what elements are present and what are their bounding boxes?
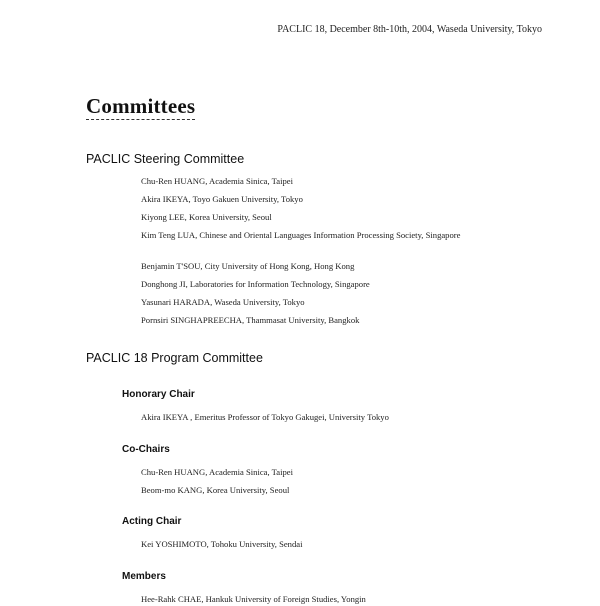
acting-chair-heading: Acting Chair bbox=[122, 516, 182, 527]
members-heading: Members bbox=[122, 571, 166, 582]
steering-member-6: Donghong JI, Laboratories for Information Technology, Singapore bbox=[141, 279, 370, 289]
steering-committee-heading: PACLIC Steering Committee bbox=[86, 152, 245, 166]
co-chairs-heading: Co-Chairs bbox=[122, 444, 170, 455]
acting-chair-member: Kei YOSHIMOTO, Tohoku University, Sendai bbox=[141, 539, 303, 549]
program-member-1: Hee-Rahk CHAE, Hankuk University of Foreign Studies, Yongin bbox=[141, 594, 366, 604]
running-header: PACLIC 18, December 8th-10th, 2004, Waseda University, Tokyo bbox=[277, 24, 542, 35]
steering-member-3: Kiyong LEE, Korea University, Seoul bbox=[141, 212, 272, 222]
steering-member-1: Chu-Ren HUANG, Academia Sinica, Taipei bbox=[141, 176, 293, 186]
steering-member-7: Yasunari HARADA, Waseda University, Tokyo bbox=[141, 297, 305, 307]
honorary-chair-heading: Honorary Chair bbox=[122, 389, 195, 400]
steering-member-4: Kim Teng LUA, Chinese and Oriental Languages Information Processing Society, Singapore bbox=[141, 230, 461, 240]
co-chair-member-1: Chu-Ren HUANG, Academia Sinica, Taipei bbox=[141, 467, 293, 477]
steering-member-5: Benjamin T'SOU, City University of Hong Kong, Hong Kong bbox=[141, 261, 355, 271]
program-committee-heading: PACLIC 18 Program Committee bbox=[86, 351, 263, 365]
honorary-chair-member: Akira IKEYA , Emeritus Professor of Tokyo Gakugei, University Tokyo bbox=[141, 412, 389, 422]
page-title: Committees bbox=[86, 94, 196, 118]
steering-member-8: Pornsiri SINGHAPREECHA, Thammasat University, Bangkok bbox=[141, 315, 360, 325]
co-chair-member-2: Beom-mo KANG, Korea University, Seoul bbox=[141, 485, 290, 495]
steering-member-2: Akira IKEYA, Toyo Gakuen University, Tokyo bbox=[141, 194, 303, 204]
